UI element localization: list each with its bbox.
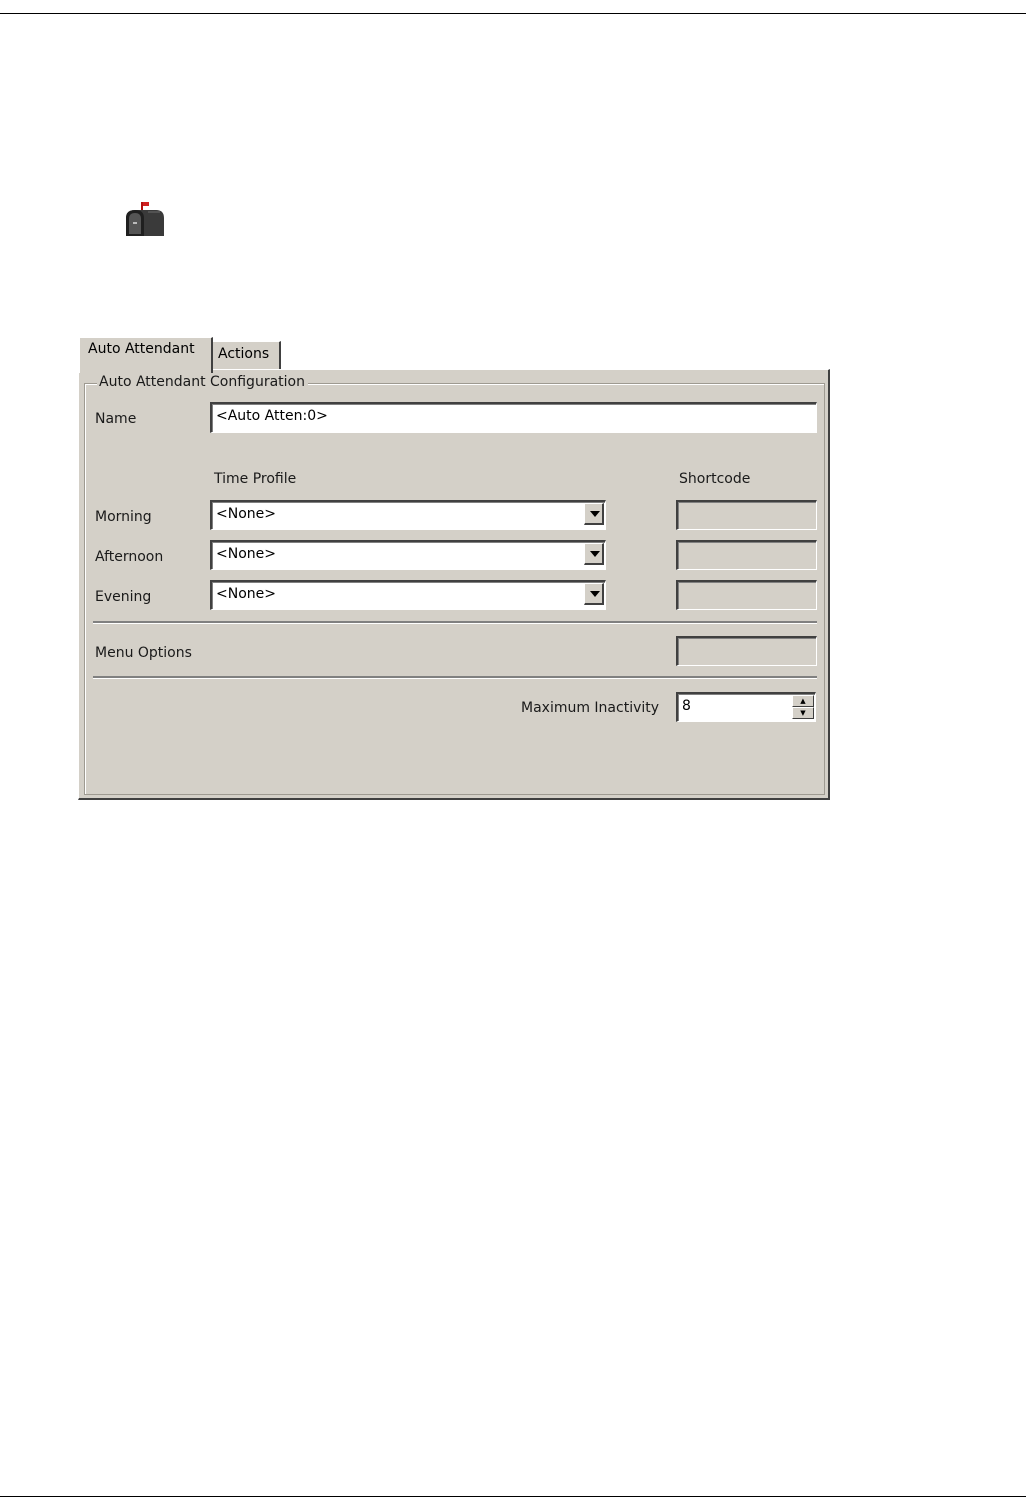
evening-label: Evening [95,589,152,605]
configuration-group-legend: Auto Attendant Configuration [97,373,308,391]
morning-time-profile-select[interactable] [210,500,606,530]
spin-up-button[interactable] [792,695,814,707]
chevron-down-icon [590,551,600,557]
afternoon-time-profile-value: <None> [216,546,276,562]
spin-up-icon: ▲ [800,697,806,705]
afternoon-time-profile-select[interactable] [210,540,606,570]
tab-auto-attendant-label: Auto Attendant [88,341,195,357]
afternoon-shortcode-field [676,540,817,570]
auto-attendant-panel [78,369,830,800]
morning-shortcode-field [676,500,817,530]
chevron-down-icon [590,591,600,597]
menu-options-label: Menu Options [95,645,192,661]
name-field[interactable]: <Auto Atten:0> [210,402,817,433]
morning-label: Morning [95,509,152,525]
tab-auto-attendant[interactable] [79,337,213,373]
mailbox-icon [120,200,168,240]
top-rule [0,13,1026,14]
maximum-inactivity-value: 8 [682,698,691,714]
spin-down-button[interactable] [792,707,814,719]
bottom-rule [0,1496,1026,1497]
maximum-inactivity-spinner[interactable] [676,692,816,722]
afternoon-label: Afternoon [95,549,164,565]
tab-actions[interactable] [212,341,281,371]
menu-options-field [676,636,817,666]
name-label: Name [95,411,137,427]
maximum-inactivity-label: Maximum Inactivity [521,700,660,716]
evening-dropdown-button[interactable] [584,583,604,605]
divider [93,676,817,679]
chevron-down-icon [590,511,600,517]
spin-down-icon: ▼ [800,709,806,717]
shortcode-header: Shortcode [679,471,751,487]
divider [93,621,817,624]
morning-time-profile-value: <None> [216,506,276,522]
evening-time-profile-value: <None> [216,586,276,602]
time-profile-header: Time Profile [214,471,297,487]
afternoon-dropdown-button[interactable] [584,543,604,565]
morning-dropdown-button[interactable] [584,503,604,525]
evening-shortcode-field [676,580,817,610]
evening-time-profile-select[interactable] [210,580,606,610]
tab-actions-label: Actions [218,346,270,362]
